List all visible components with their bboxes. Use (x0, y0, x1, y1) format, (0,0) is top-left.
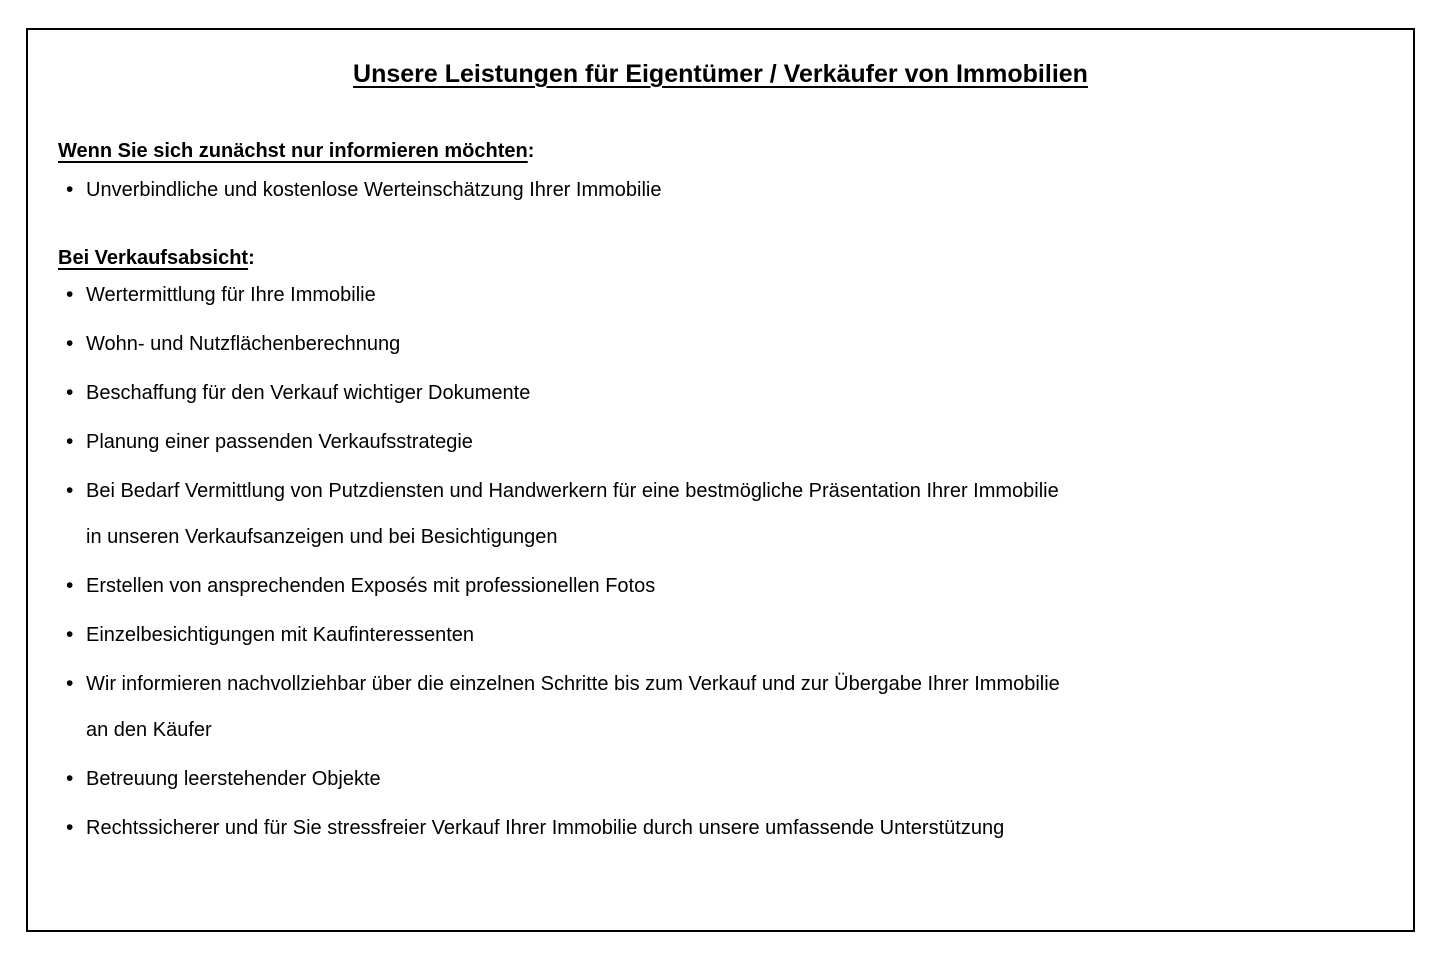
bullet-list-verkaufsabsicht (58, 272, 1393, 851)
list-item (58, 468, 1393, 560)
bullet-text: Einzelbesichtigungen mit Kaufinteressenten (86, 624, 475, 646)
page-title: Unsere Leistungen für Eigentümer / Verkäufer von Immobilien (353, 60, 1088, 88)
bullet-text: Wir informieren nachvollziehbar über die einzelnen Schritte bis zum Verkauf und zur Übergabe Ihrer Immobilie (86, 673, 1060, 695)
section-heading-informieren (58, 138, 1393, 164)
bullet-text: Beschaffung für den Verkauf wichtiger Dokumente (86, 382, 531, 404)
bullet-icon: • (66, 816, 74, 839)
section-heading-verkaufsabsicht (58, 245, 1393, 271)
bullet-icon: • (66, 767, 74, 790)
bullet-text: Planung einer passenden Verkaufsstrategie (86, 431, 473, 453)
bullet-icon: • (66, 430, 74, 453)
list-item (58, 321, 1393, 367)
section-heading-colon: : (527, 140, 535, 162)
section-informieren (58, 138, 1393, 213)
bullet-text: Unverbindliche und kostenlose Werteinschätzung Ihrer Immobilie (86, 179, 662, 201)
bullet-icon: • (66, 178, 74, 201)
list-item (58, 167, 1393, 213)
bullet-text: in unseren Verkaufsanzeigen und bei Besichtigungen (86, 526, 558, 548)
page-border (26, 28, 1415, 932)
bullet-icon: • (66, 623, 74, 646)
bullet-text: an den Käufer (86, 719, 212, 741)
section-heading-text: Bei Verkaufsabsicht (58, 247, 249, 269)
bullet-text: Betreuung leerstehender Objekte (86, 768, 381, 790)
list-item (58, 419, 1393, 465)
section-heading-colon: : (248, 247, 255, 269)
bullet-list-informieren (58, 167, 1393, 213)
bullet-text: Wohn- und Nutzflächenberechnung (86, 333, 401, 355)
bullet-text: Bei Bedarf Vermittlung von Putzdiensten und Handwerkern für eine bestmögliche Präsentation Ihrer Immobilie (86, 480, 1059, 502)
list-item (58, 612, 1393, 658)
list-item (58, 756, 1393, 802)
section-verkaufsabsicht (58, 245, 1393, 851)
section-heading-text: Wenn Sie sich zunächst nur informieren möchten (58, 140, 528, 162)
bullet-text: Wertermittlung für Ihre Immobilie (86, 284, 376, 306)
bullet-icon: • (66, 381, 74, 404)
list-item (58, 272, 1393, 318)
list-item (58, 805, 1393, 851)
list-item (58, 661, 1393, 753)
bullet-text: Erstellen von ansprechenden Exposés mit professionellen Fotos (86, 575, 656, 597)
bullet-icon: • (66, 574, 74, 597)
bullet-icon: • (66, 283, 74, 306)
bullet-text: Rechtssicherer und für Sie stressfreier Verkauf Ihrer Immobilie durch unsere umfassende Unterstützung (86, 817, 1005, 839)
list-item (58, 370, 1393, 416)
bullet-icon: • (66, 672, 74, 695)
bullet-icon: • (66, 479, 74, 502)
list-item (58, 563, 1393, 609)
bullet-icon: • (66, 332, 74, 355)
